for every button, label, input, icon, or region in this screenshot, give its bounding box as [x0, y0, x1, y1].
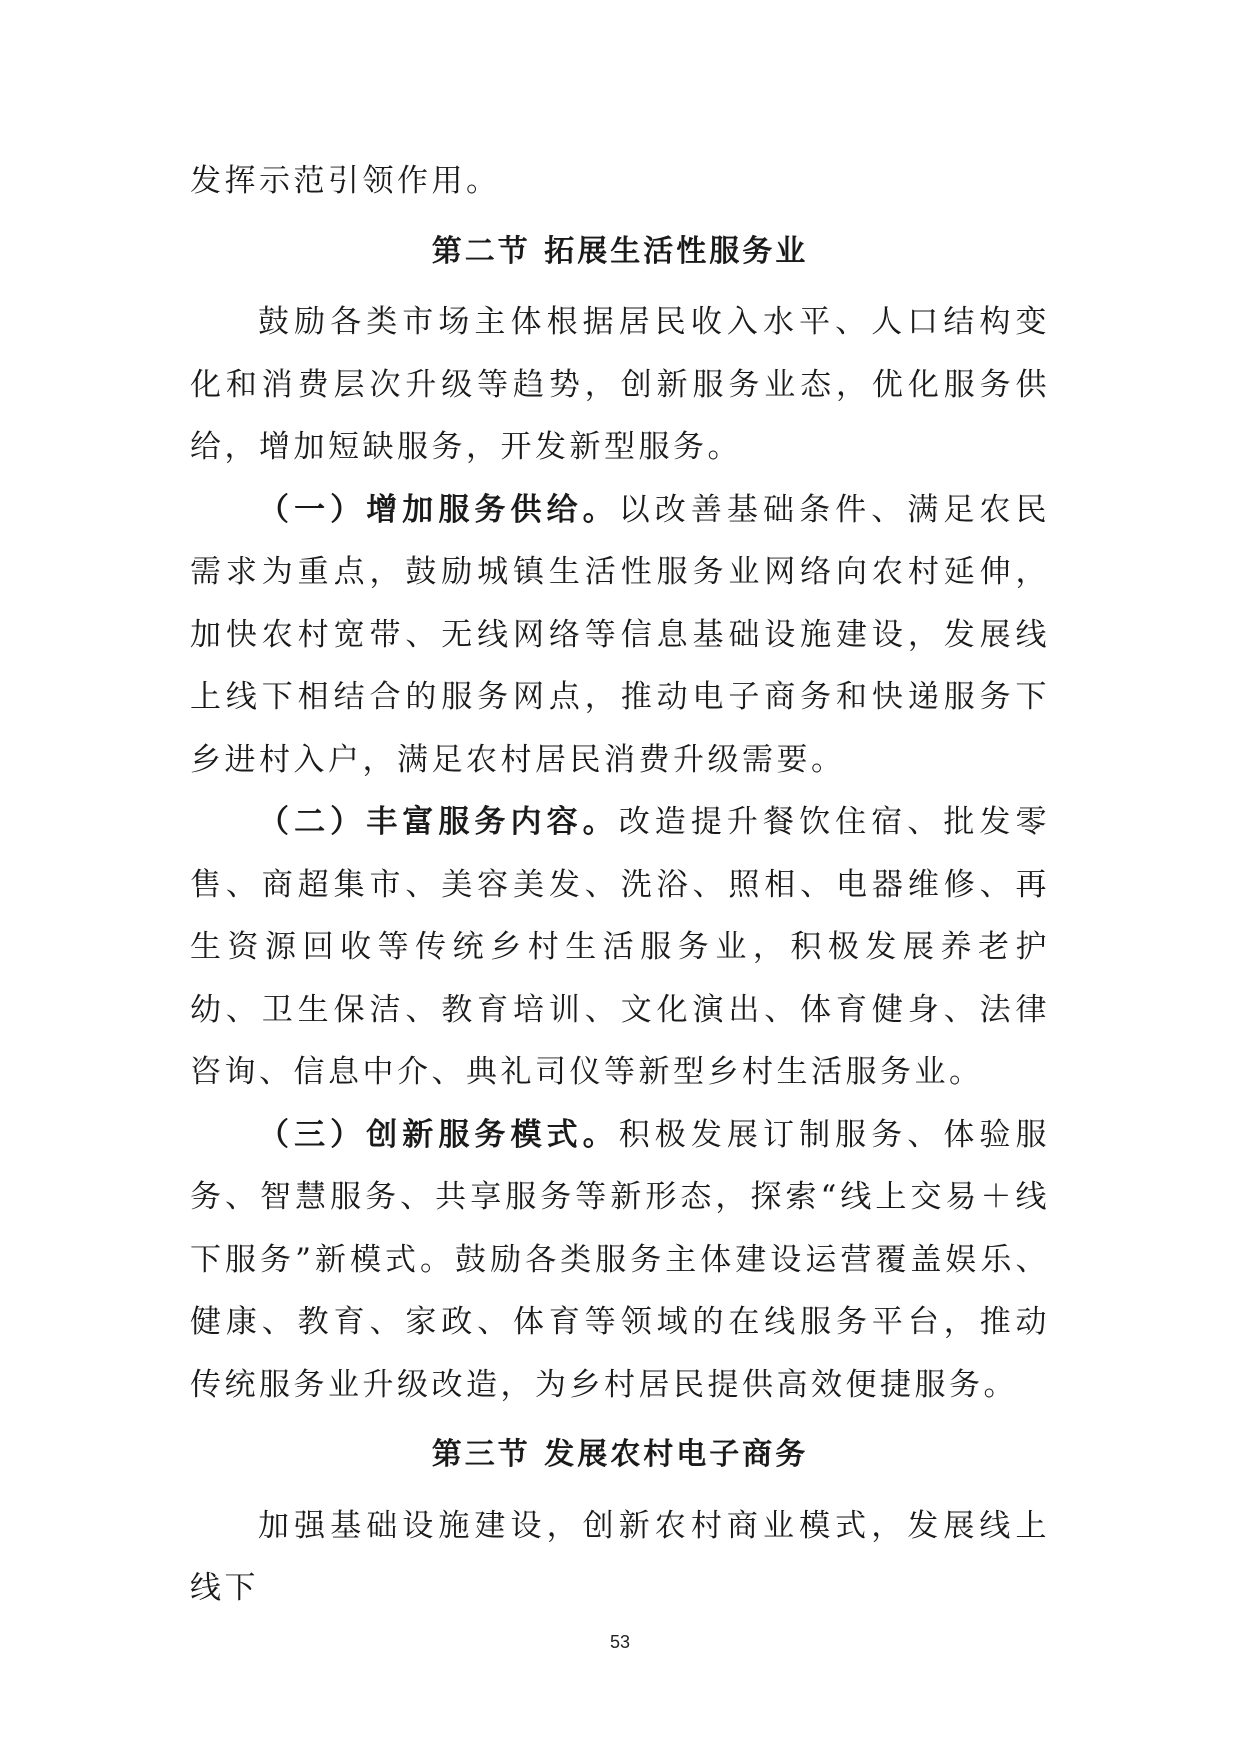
section-heading-2: 第二节 拓展生活性服务业: [431, 233, 809, 269]
section-heading-3: 第三节 发展农村电子商务: [431, 1437, 809, 1472]
section3-intro-paragraph: 加强基础设施建设，创新农村商业模式，发展线上线下: [190, 1507, 1050, 1606]
item-title-1: （一）增加服务供给。: [258, 491, 619, 528]
document-body: [190, 150, 1050, 1620]
section2-intro-paragraph: 鼓励各类市场主体根据居民收入水平、人口结构变化和消费层次升级等趋势，创新服务业态，优化服务供给，增加短缺服务，开发新型服务。: [190, 304, 1050, 465]
continuation-paragraph: 发挥示范引领作用。: [190, 163, 501, 199]
item-paragraph-2: [190, 791, 1050, 1104]
item-text-3: 积极发展订制服务、体验服务、智慧服务、共享服务等新形态，探索“线上交易＋线下服务”新模式。鼓励各类服务主体建设运营覆盖娱乐、健康、教育、家政、体育等领域的在线服务平台，推动传统服务业升级改造，为乡村居民提供高效便捷服务。: [190, 1116, 1051, 1403]
item-text-1: 以改善基础条件、满足农民需求为重点，鼓励城镇生活性服务业网络向农村延伸，加快农村宽带、无线网络等信息基础设施建设，发展线上线下相结合的服务网点，推动电子商务和快递服务下乡进村入户，满足农村居民消费升级需要。: [190, 491, 1051, 778]
item-text-2: 改造提升餐饮住宿、批发零售、商超集市、美容美发、洗浴、照相、电器维修、再生资源回收等传统乡村生活服务业，积极发展养老护幼、卫生保洁、教育培训、文化演出、体育健身、法律咨询、信息中介、典礼司仪等新型乡村生活服务业。: [190, 804, 1051, 1090]
item-title-2: （二）丰富服务内容。: [258, 804, 619, 840]
item-paragraph-3: [190, 1104, 1050, 1417]
item-paragraph-1: [190, 479, 1050, 792]
item-title-3: （三）创新服务模式。: [258, 1116, 619, 1153]
page-number: 53: [609, 1632, 631, 1652]
